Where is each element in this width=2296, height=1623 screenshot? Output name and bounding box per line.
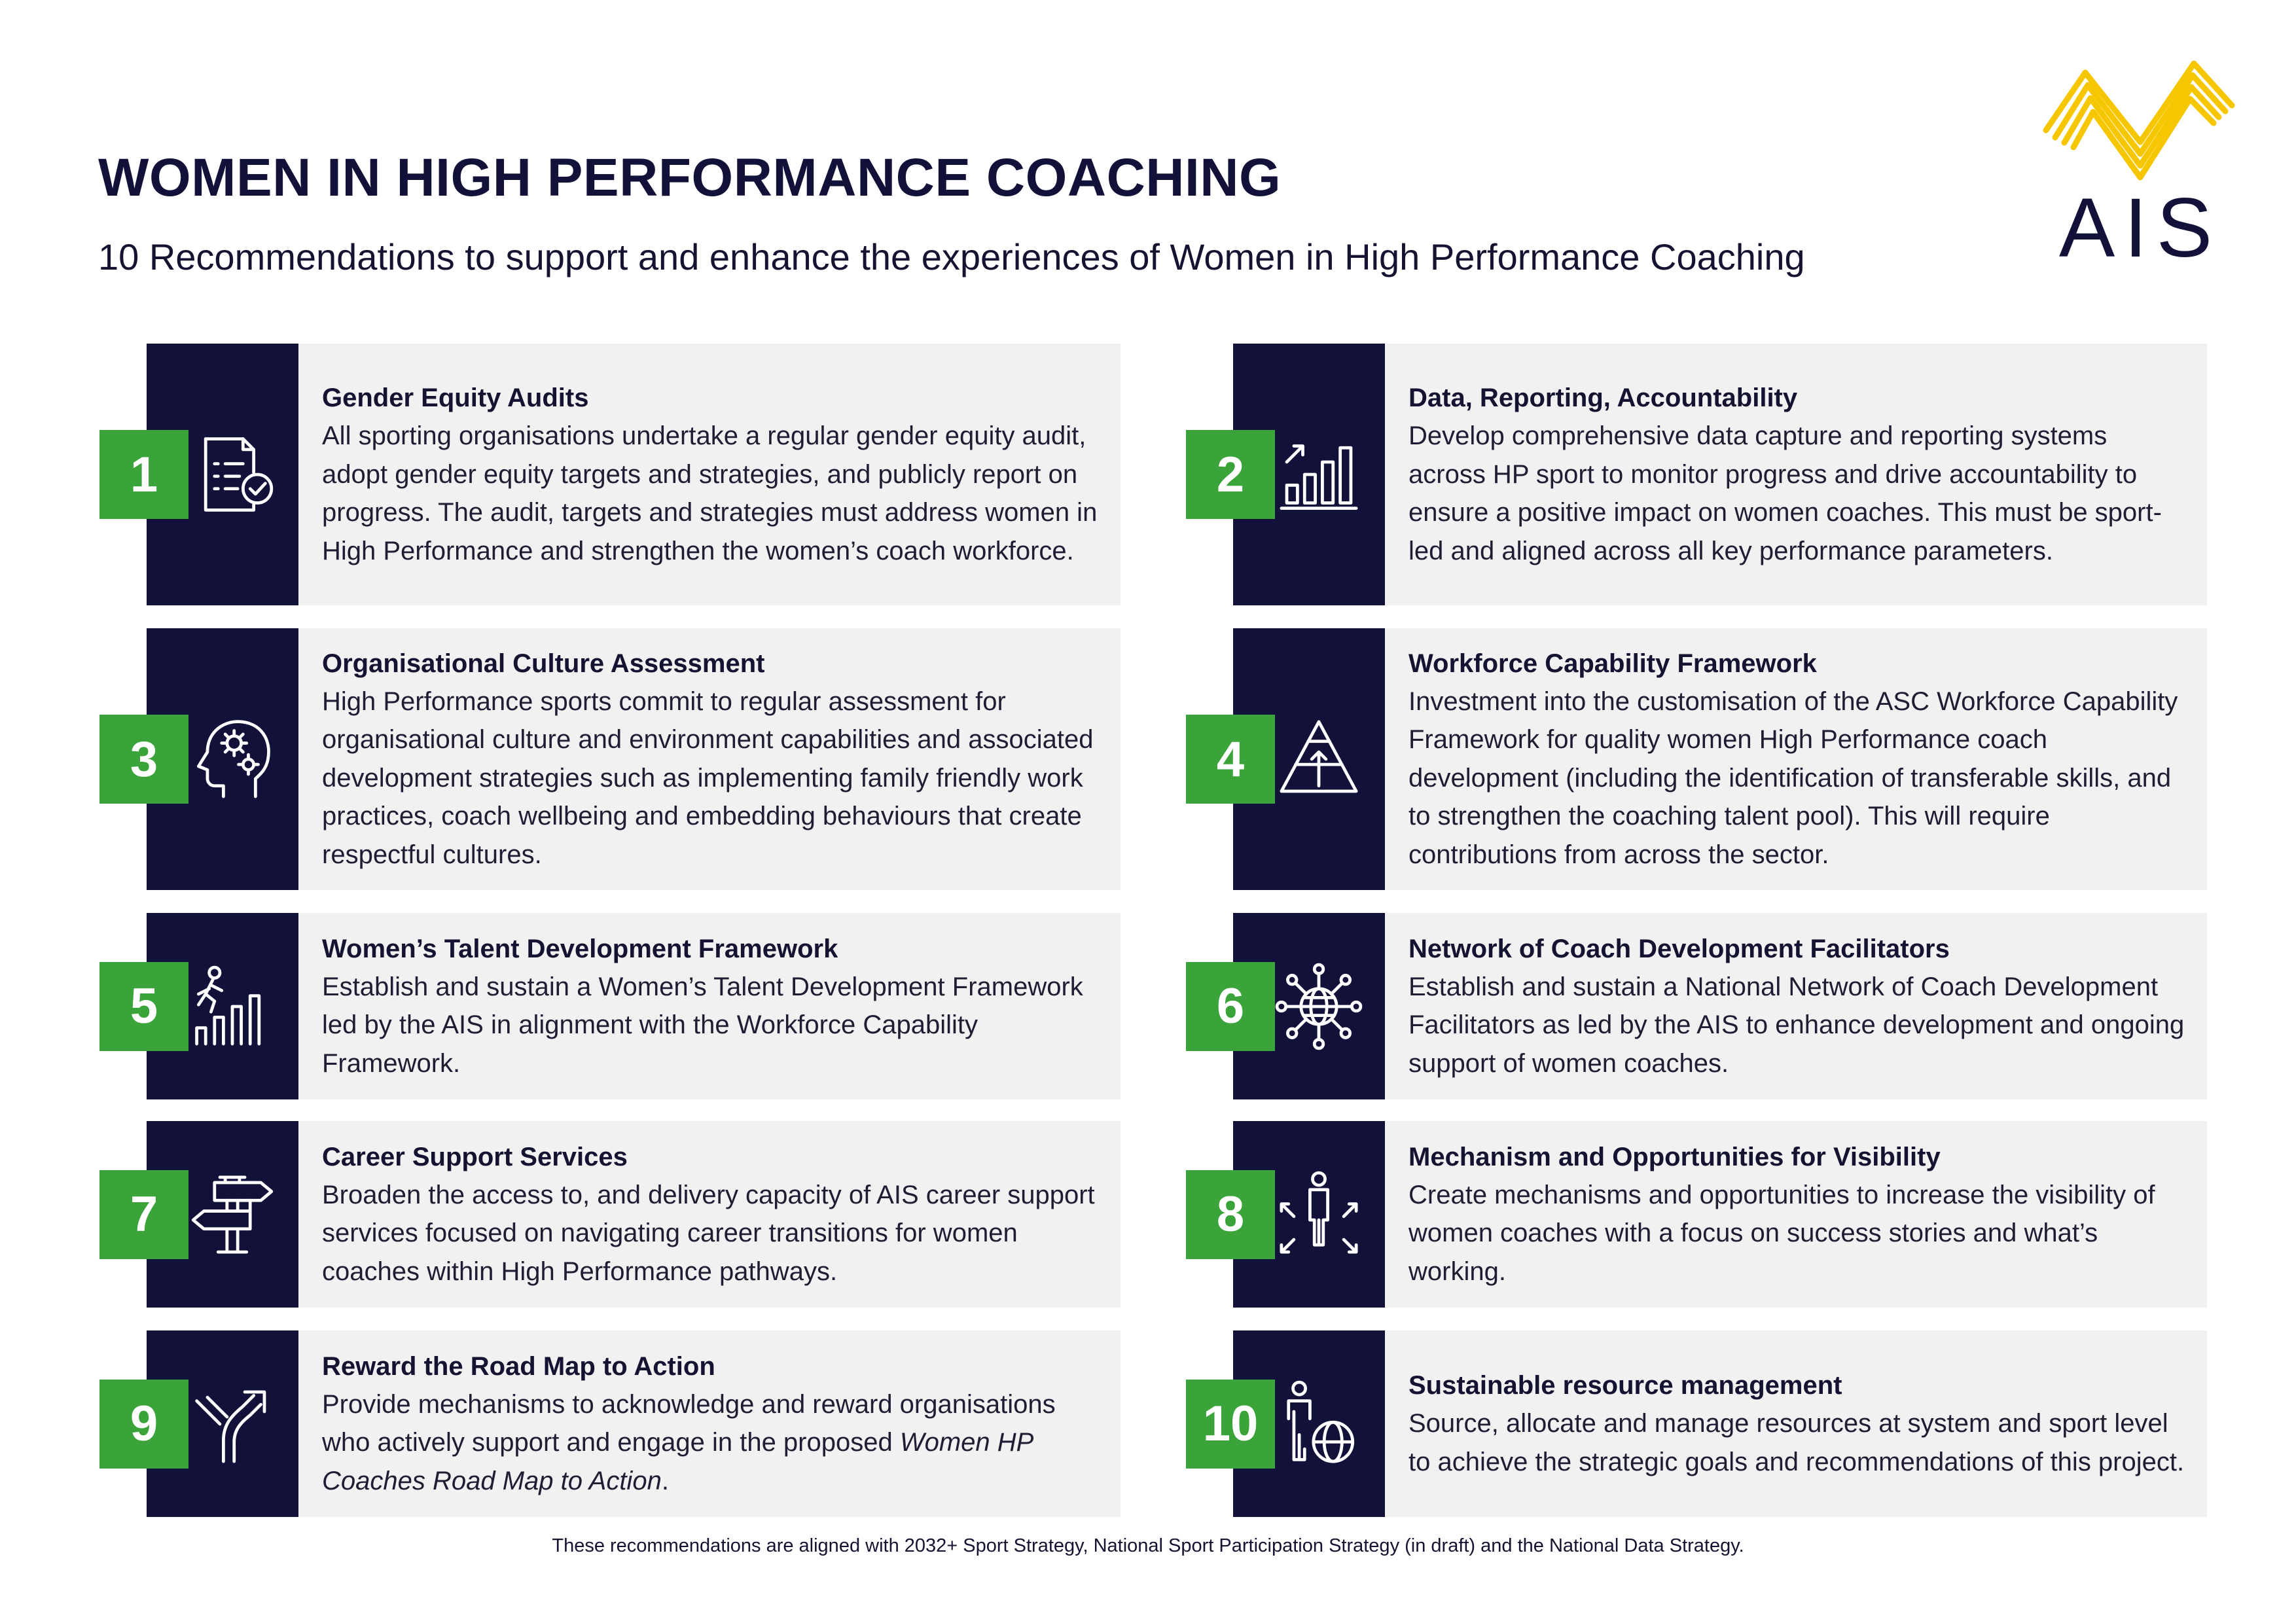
ais-logo-mark: [2042, 49, 2238, 187]
recommendation-number: 7: [99, 1170, 188, 1259]
recommendation-body: Source, allocate and manage resources at system and sport level to achieve the strategic goals and recommendations of this project.: [1408, 1409, 2185, 1476]
page-subtitle: 10 Recommendations to support and enhance the experiences of Women in High Performance Coaching: [98, 236, 1805, 277]
pyramid-icon: [1274, 715, 1363, 804]
page-title: WOMEN IN HIGH PERFORMANCE COACHING: [98, 148, 1282, 207]
person-arrows-icon: [1274, 1170, 1363, 1259]
recommendation-number: 1: [99, 430, 188, 519]
recommendation-number: 9: [99, 1380, 188, 1469]
recommendation-card: [130, 913, 1121, 1099]
recommendation-body: [322, 1385, 1101, 1501]
recommendation-number: 3: [99, 715, 188, 804]
ais-logo-text: AIS: [2058, 181, 2222, 275]
recommendation-body: Establish and sustain a National Network of Coach Development Facilitators as led by the AIS to enhance development and ongoing support of women coaches.: [1408, 972, 2185, 1078]
recommendation-title: Women’s Talent Development Framework: [322, 934, 838, 963]
network-globe-icon: [1274, 962, 1363, 1051]
recommendation-number: 6: [1186, 962, 1275, 1051]
recommendation-body: Investment into the customisation of the ASC Workforce Capability Framework for quality women High Performance coach development (including the identification of transferable skills, and to strengthen the coaching talent pool). This will require contributions from across the sector.: [1408, 687, 2178, 869]
bar-chart-icon: [1274, 430, 1363, 519]
recommendation-title: Mechanism and Opportunities for Visibility: [1408, 1142, 1941, 1171]
recommendation-card: [1216, 913, 2207, 1099]
road-map-title: Women HP Coaches Road Map to Action: [322, 1428, 1033, 1495]
recommendation-title: Reward the Road Map to Action: [322, 1351, 715, 1381]
merge-arrows-icon: [188, 1380, 277, 1469]
person-globe-icon: [1274, 1380, 1363, 1469]
recommendation-title: Career Support Services: [322, 1142, 628, 1171]
recommendation-card: [1202, 1330, 2207, 1517]
recommendation-number: 2: [1186, 430, 1275, 519]
recommendation-card: [130, 628, 1121, 890]
recommendation-card: [1216, 344, 2207, 605]
checklist-icon: [188, 430, 277, 519]
recommendation-body: Create mechanisms and opportunities to increase the visibility of women coaches with a focus on success stories and what’s working.: [1408, 1180, 2155, 1286]
recommendation-number: 10: [1186, 1380, 1275, 1469]
recommendation-title: Gender Equity Audits: [322, 383, 589, 412]
recommendation-card: [1216, 1121, 2207, 1308]
recommendation-title: Workforce Capability Framework: [1408, 649, 1817, 678]
recommendation-body: All sporting organisations undertake a regular gender equity audit, adopt gender equity targets and strategies, and publicly report on progress. The audit, targets and strategies must address women in High Performance and strengthen the women’s coach workforce.: [322, 421, 1098, 565]
climbing-bars-icon: [188, 962, 277, 1051]
recommendation-card: [130, 1330, 1121, 1517]
body-end: .: [661, 1466, 669, 1495]
head-gears-icon: [188, 715, 277, 804]
ais-logo: [2042, 49, 2238, 275]
recommendation-card: [1216, 628, 2207, 890]
recommendation-title: Network of Coach Development Facilitators: [1408, 934, 1950, 963]
body-text: Provide mechanisms to acknowledge and reward organisations who actively support and engage in the proposed: [322, 1389, 1056, 1457]
recommendation-card: [130, 1121, 1121, 1308]
recommendation-body: Broaden the access to, and delivery capacity of AIS career support services focused on navigating career transitions for women coaches within High Performance pathways.: [322, 1180, 1095, 1286]
recommendation-card: [130, 344, 1121, 605]
recommendation-body: High Performance sports commit to regular assessment for organisational culture and environment capabilities and associated development strategies such as implementing family friendly work practices, coach wellbeing and embedding behaviours that create respectful cultures.: [322, 687, 1094, 869]
signpost-icon: [188, 1170, 277, 1259]
footer-note: These recommendations are aligned with 2032+ Sport Strategy, National Sport Participation Strategy (in draft) and the National Data Strategy.: [552, 1535, 1744, 1556]
recommendation-title: Organisational Culture Assessment: [322, 649, 765, 678]
recommendation-body: Develop comprehensive data capture and reporting systems across HP sport to monitor progress and drive accountability to ensure a positive impact on women coaches. This must be sport-led and aligned across all key performance parameters.: [1408, 421, 2162, 565]
recommendation-number: 4: [1186, 715, 1275, 804]
recommendation-number: 8: [1186, 1170, 1275, 1259]
recommendation-title: Data, Reporting, Accountability: [1408, 383, 1798, 412]
recommendation-body: Establish and sustain a Women’s Talent Development Framework led by the AIS in alignment with the Workforce Capability Framework.: [322, 972, 1083, 1078]
recommendation-title: Sustainable resource management: [1408, 1371, 1842, 1400]
recommendation-number: 5: [99, 962, 188, 1051]
